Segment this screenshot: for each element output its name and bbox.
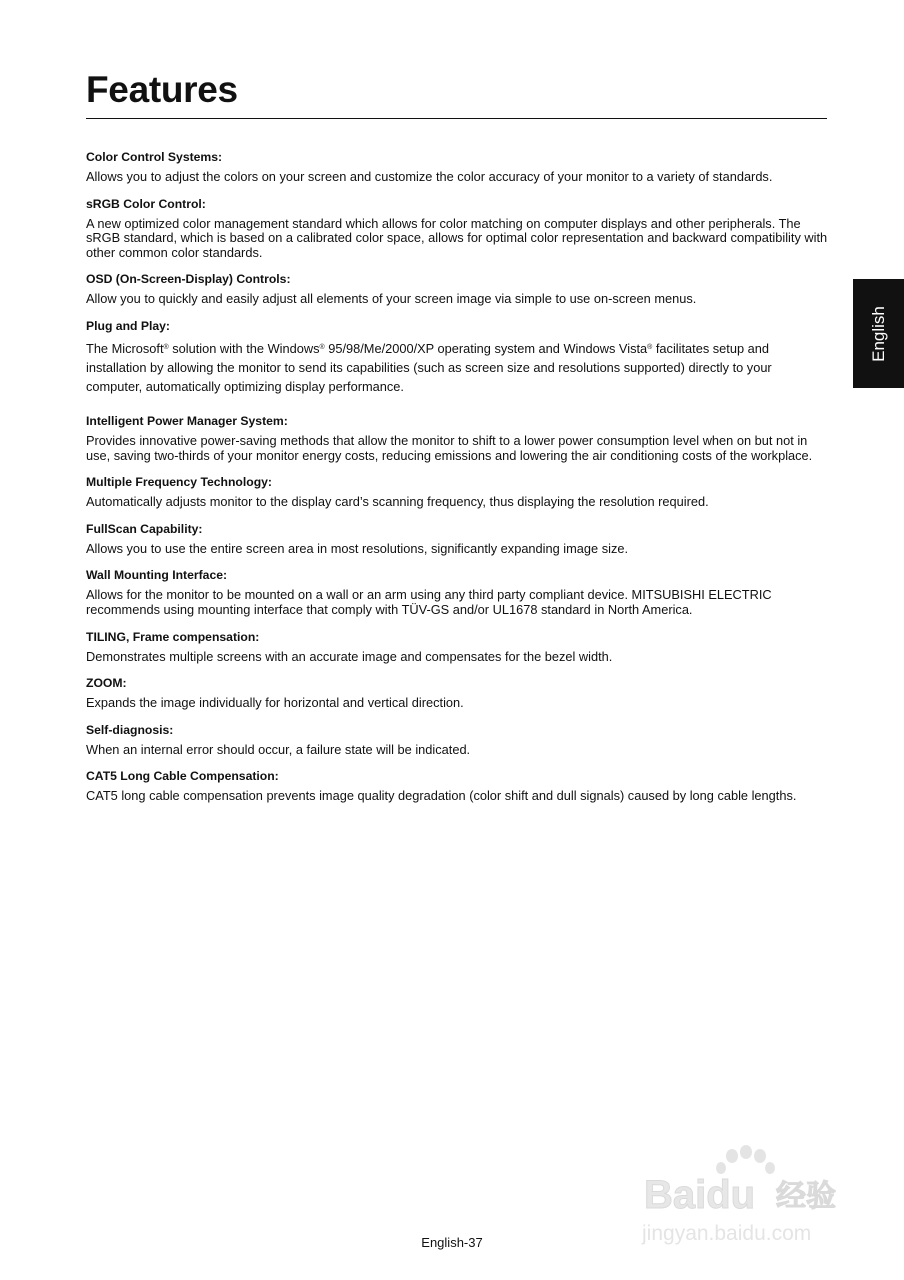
page-title: Features xyxy=(86,69,238,110)
title-divider xyxy=(86,118,827,119)
feature-heading: Plug and Play: xyxy=(86,318,170,333)
feature-body: Automatically adjusts monitor to the display card’s scanning frequency, thus displaying the resolution required. xyxy=(86,494,709,510)
feature-self-diagnosis xyxy=(86,723,828,758)
registered-mark: ® xyxy=(163,343,169,351)
feature-srgb xyxy=(86,197,828,261)
language-side-tab xyxy=(853,279,904,388)
feature-color-control xyxy=(86,150,828,185)
feature-heading: Color Control Systems: xyxy=(86,150,223,164)
feature-heading: CAT5 Long Cable Compensation: xyxy=(86,769,279,784)
feature-body: Allows you to adjust the colors on your screen and customize the color accuracy of your monitor to a variety of standards. xyxy=(86,169,773,184)
feature-heading: FullScan Capability: xyxy=(86,521,203,536)
feature-body: Expands the image individually for horizontal and vertical direction. xyxy=(86,695,464,711)
watermark-brand: Baidu xyxy=(644,1173,756,1217)
feature-body: Allows you to use the entire screen area in most resolutions, significantly expanding image size. xyxy=(86,540,629,556)
feature-tiling xyxy=(86,630,828,665)
feature-plug-and-play xyxy=(86,319,828,396)
feature-heading: Wall Mounting Interface: xyxy=(86,568,228,583)
feature-body: CAT5 long cable compensation prevents image quality degradation (color shift and dull signals) caused by long cable lengths. xyxy=(86,788,797,804)
feature-body: Provides innovative power-saving methods that allow the monitor to shift to a lower power consumption level when on but not in use, saving two-thirds of your monitor energy costs, reducing emissions and lowering the air conditioning costs of the workplace. xyxy=(86,432,813,463)
feature-fullscan xyxy=(86,522,828,557)
feature-heading: Intelligent Power Manager System: xyxy=(86,413,288,428)
body-text: The Microsoft xyxy=(86,340,164,356)
feature-multiple-frequency xyxy=(86,475,828,510)
page-number: English-37 xyxy=(421,1235,483,1250)
registered-mark: ® xyxy=(647,343,653,351)
features-list xyxy=(86,150,828,816)
feature-cat5-compensation xyxy=(86,769,828,804)
feature-body: A new optimized color management standard which allows for color matching on computer displays and other peripherals. The sRGB standard, which is based on a calibrated color space, allows for optimal color representation and backward compatibility with other common color standards. xyxy=(86,215,828,260)
feature-body: Demonstrates multiple screens with an accurate image and compensates for the bezel width. xyxy=(86,648,613,664)
feature-body: Allow you to quickly and easily adjust all elements of your screen image via simple to use on-screen menus. xyxy=(86,291,697,307)
feature-heading: TILING, Frame compensation: xyxy=(86,629,260,644)
watermark-url: jingyan.baidu.com xyxy=(642,1222,812,1245)
body-text: solution with the Windows xyxy=(168,340,320,356)
feature-heading: Multiple Frequency Technology: xyxy=(86,475,272,490)
body-text: facilitates setup and installation by allowing the monitor to send its capabilities (such as screen size and resolutions supported) directly to your computer, automatically optimizing display performance. xyxy=(86,340,772,394)
feature-wall-mounting xyxy=(86,568,828,617)
language-tab-label: English xyxy=(868,305,888,362)
registered-mark: ® xyxy=(319,343,325,351)
feature-osd xyxy=(86,272,828,307)
watermark-brand-cn: 经验 xyxy=(776,1179,836,1214)
feature-zoom xyxy=(86,676,828,711)
feature-power-manager xyxy=(86,414,828,463)
feature-body: When an internal error should occur, a failure state will be indicated. xyxy=(86,741,471,757)
feature-body xyxy=(86,339,828,396)
body-text: 95/98/Me/2000/XP operating system and Windows Vista xyxy=(324,340,648,356)
feature-heading: Self-diagnosis: xyxy=(86,722,174,737)
feature-heading: OSD (On-Screen-Display) Controls: xyxy=(86,272,291,287)
feature-body: Allows for the monitor to be mounted on a wall or an arm using any third party compliant device. MITSUBISHI ELECTRIC recommends using mounting interface that comply with TÜV-GS and/or UL1678 standard in North America. xyxy=(86,587,772,617)
baidu-watermark-logo xyxy=(636,1140,856,1250)
feature-heading: sRGB Color Control: xyxy=(86,196,206,211)
feature-heading: ZOOM: xyxy=(86,676,127,691)
